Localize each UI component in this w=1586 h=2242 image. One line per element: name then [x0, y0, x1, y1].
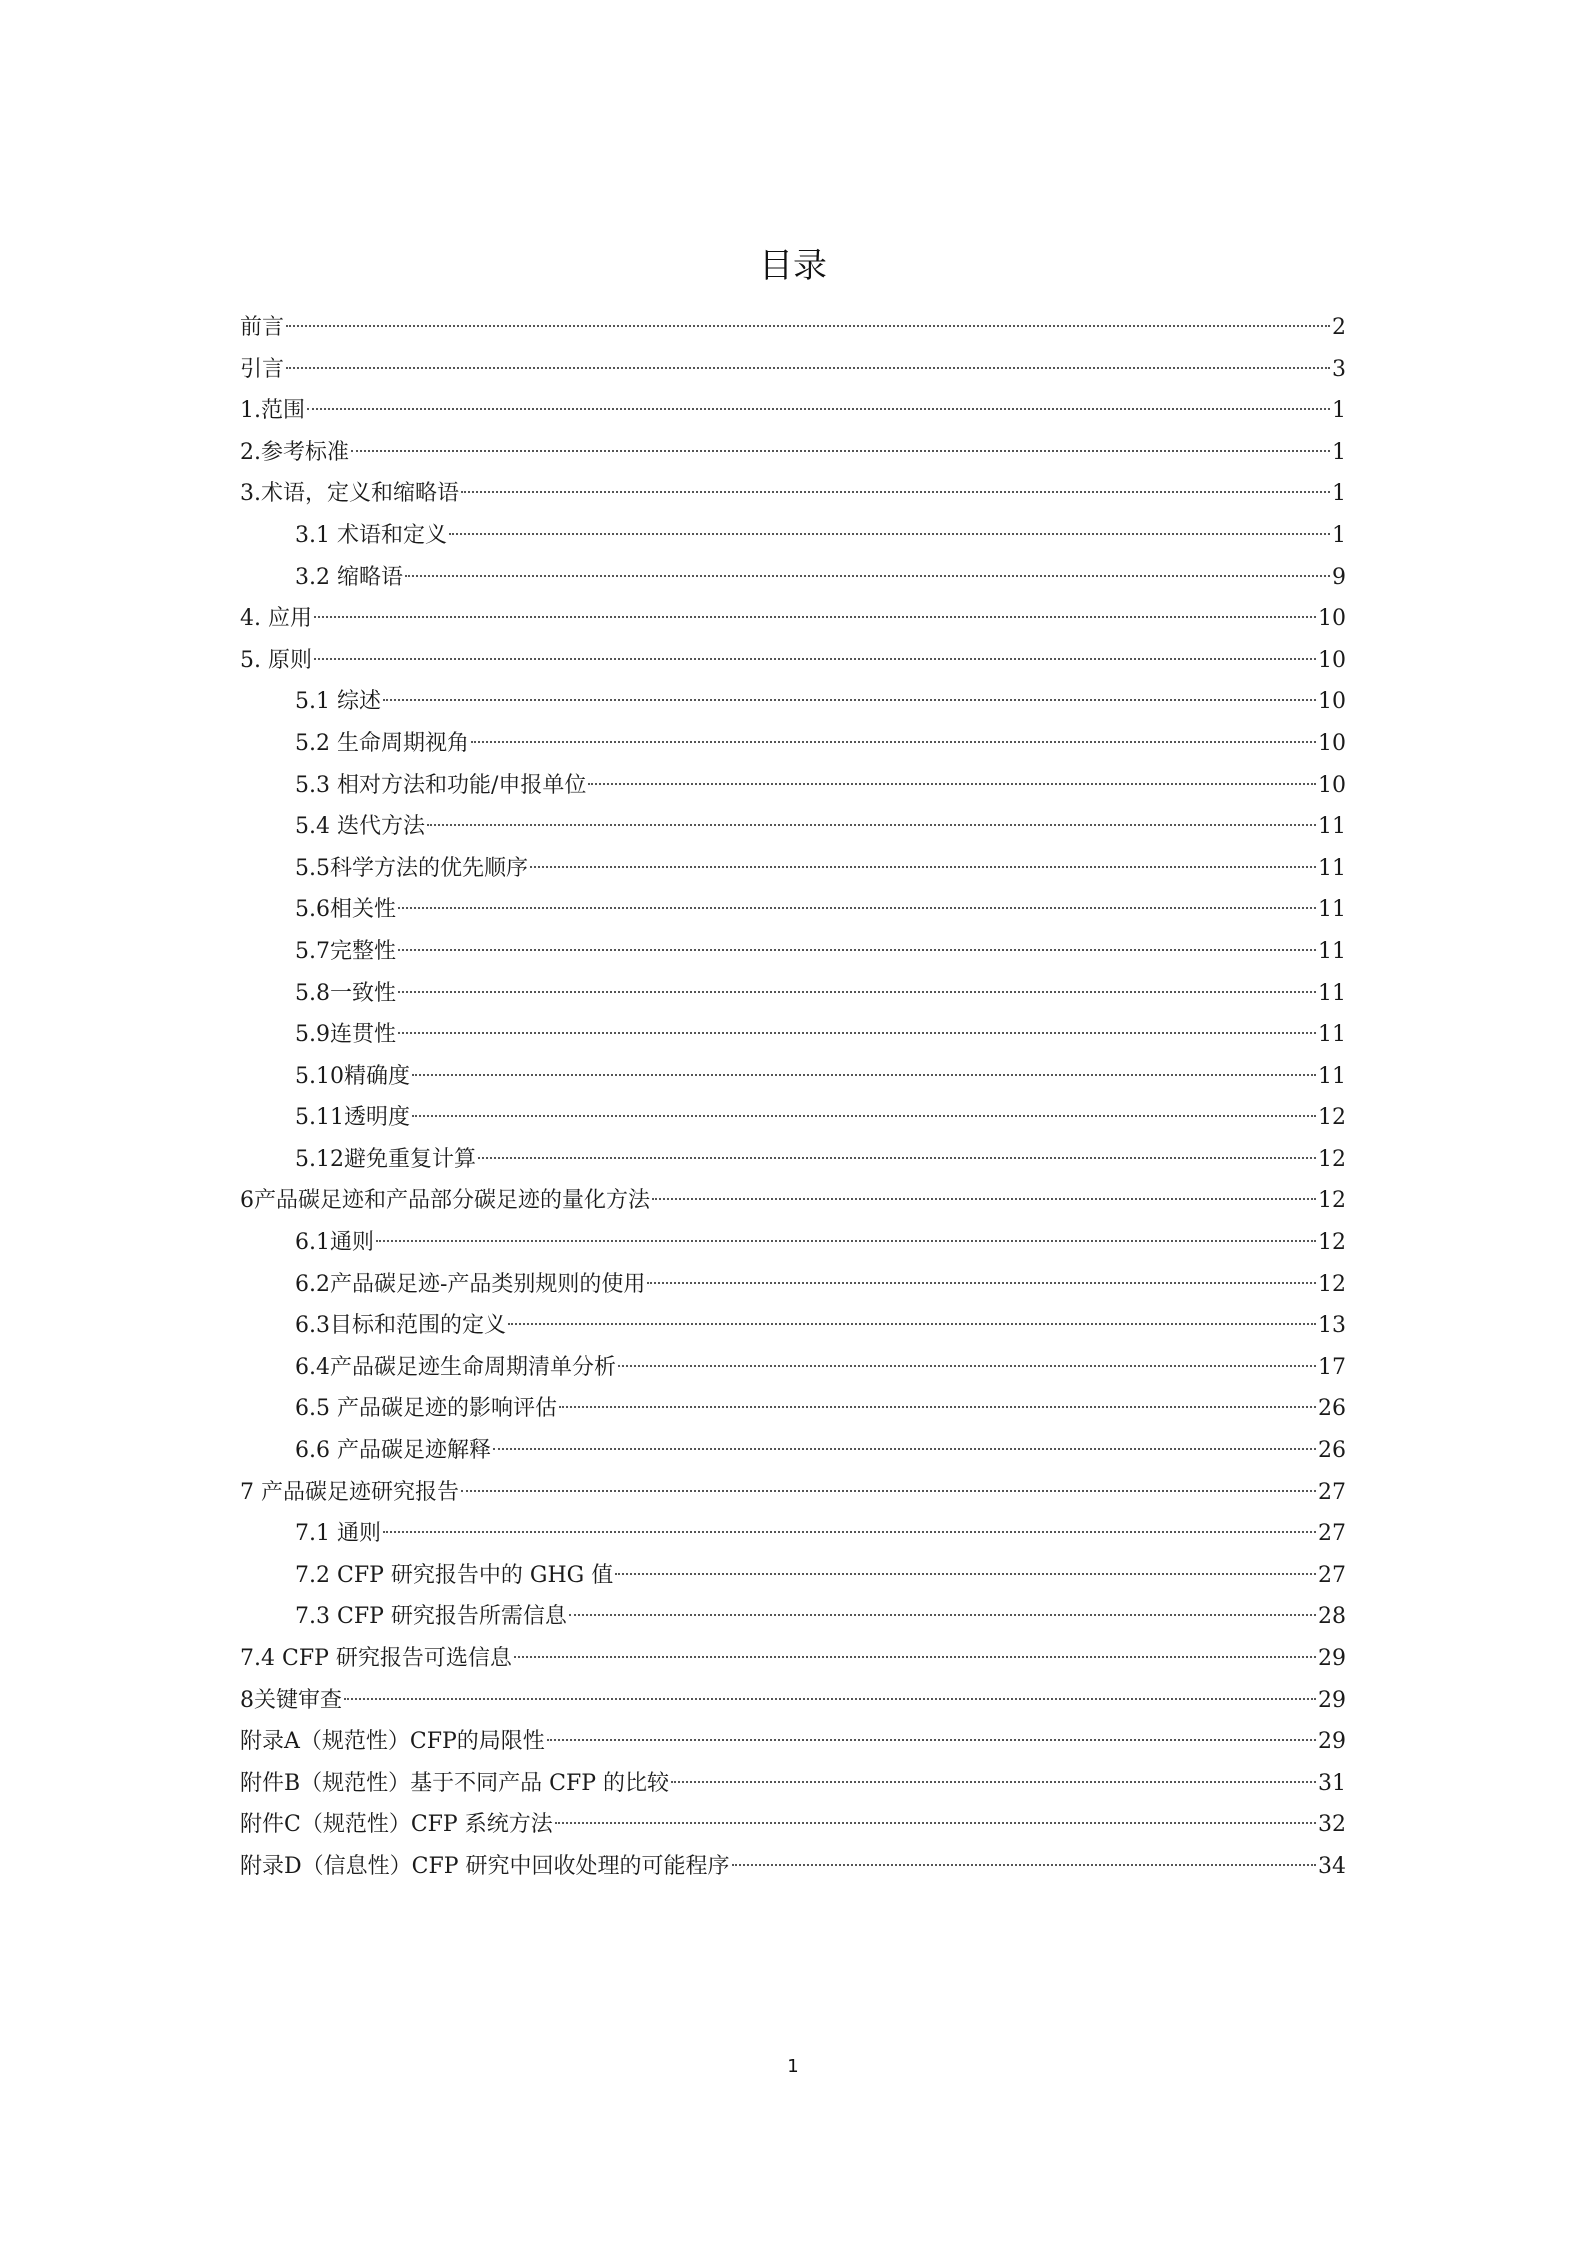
dot-leader — [383, 699, 1316, 701]
toc-entry[interactable] — [240, 390, 1346, 432]
toc-entry[interactable] — [240, 973, 1346, 1015]
dot-leader — [412, 1074, 1316, 1076]
dot-leader — [732, 1864, 1316, 1866]
toc-entry-label: 附录D（信息性）CFP 研究中回收处理的可能程序 — [240, 1853, 730, 1879]
toc-entry[interactable] — [240, 889, 1346, 931]
toc-entry-page-number: 29 — [1318, 1646, 1346, 1671]
toc-entry-page-number: 12 — [1318, 1230, 1346, 1256]
dot-leader — [461, 1490, 1316, 1492]
toc-entry-page-number: 12 — [1318, 1271, 1346, 1297]
dot-leader — [398, 1032, 1316, 1034]
toc-entry-label: 前言 — [240, 315, 285, 340]
toc-entry-label: 7.2 CFP 研究报告中的 GHG 值 — [295, 1562, 614, 1588]
toc-entry-label: 7.4 CFP 研究报告可选信息 — [240, 1646, 512, 1671]
dot-leader — [514, 1656, 1316, 1658]
dot-leader — [376, 1240, 1316, 1242]
toc-entry-label: 3.2 缩略语 — [295, 564, 403, 590]
toc-entry-label: 5.5科学方法的优先顺序 — [295, 855, 528, 881]
toc-entry[interactable] — [240, 1763, 1346, 1805]
toc-entry[interactable] — [240, 1680, 1346, 1722]
toc-entry-label: 5.9连贯性 — [295, 1022, 396, 1048]
toc-entry-label: 6.4产品碳足迹生命周期清单分析 — [295, 1354, 616, 1380]
toc-entry[interactable] — [240, 806, 1346, 848]
toc-entry-page-number: 13 — [1318, 1313, 1346, 1339]
toc-entry-page-number: 11 — [1318, 1022, 1346, 1048]
toc-entry[interactable] — [240, 765, 1346, 807]
toc-entry-label: 5.6相关性 — [295, 897, 396, 923]
dot-leader — [351, 450, 1330, 452]
toc-entry[interactable] — [240, 557, 1346, 599]
toc-entry-page-number: 2 — [1332, 315, 1346, 340]
toc-entry[interactable] — [240, 1388, 1346, 1430]
dot-leader — [530, 866, 1316, 868]
dot-leader — [383, 1531, 1316, 1533]
toc-entry-label: 5.10精确度 — [295, 1063, 410, 1089]
toc-entry[interactable] — [240, 1180, 1346, 1222]
toc-entry[interactable] — [240, 349, 1346, 391]
toc-entry[interactable] — [240, 515, 1346, 557]
toc-entry-label: 5.12避免重复计算 — [295, 1146, 476, 1172]
dot-leader — [559, 1406, 1316, 1408]
toc-entry[interactable] — [240, 1846, 1346, 1888]
toc-entry[interactable] — [240, 432, 1346, 474]
toc-entry[interactable] — [240, 1513, 1346, 1555]
toc-entry[interactable] — [240, 1139, 1346, 1181]
toc-entry[interactable] — [240, 1264, 1346, 1306]
toc-entry[interactable] — [240, 848, 1346, 890]
dot-leader — [314, 658, 1316, 660]
toc-entry-label: 7 产品碳足迹研究报告 — [240, 1479, 459, 1505]
toc-entry[interactable] — [240, 1804, 1346, 1846]
toc-entry-label: 5.2 生命周期视角 — [295, 730, 469, 756]
toc-entry-label: 5.3 相对方法和功能/申报单位 — [295, 772, 587, 798]
toc-entry-label: 5.1 综述 — [295, 689, 381, 715]
toc-entry-page-number: 10 — [1318, 647, 1346, 673]
toc-entry-page-number: 27 — [1318, 1479, 1346, 1505]
toc-entry-page-number: 1 — [1332, 398, 1346, 424]
toc-entry-page-number: 12 — [1318, 1188, 1346, 1214]
dot-leader — [652, 1198, 1316, 1200]
dot-leader — [547, 1739, 1316, 1741]
toc-entry[interactable] — [240, 1555, 1346, 1597]
toc-entry-page-number: 28 — [1318, 1604, 1346, 1630]
dot-leader — [412, 1115, 1316, 1117]
toc-entry-label: 7.1 通则 — [295, 1521, 381, 1547]
dot-leader — [344, 1698, 1316, 1700]
dot-leader — [588, 783, 1316, 785]
toc-entry[interactable] — [240, 1347, 1346, 1389]
toc-entry[interactable] — [240, 473, 1346, 515]
dot-leader — [615, 1573, 1316, 1575]
toc-entry-page-number: 11 — [1318, 1063, 1346, 1089]
toc-entry-page-number: 29 — [1318, 1729, 1346, 1755]
dot-leader — [671, 1781, 1316, 1783]
toc-entry-page-number: 10 — [1318, 772, 1346, 798]
toc-entry-label: 7.3 CFP 研究报告所需信息 — [295, 1604, 567, 1630]
toc-entry-label: 2.参考标准 — [240, 439, 349, 465]
toc-entry-page-number: 10 — [1318, 730, 1346, 756]
toc-entry[interactable] — [240, 1222, 1346, 1264]
toc-entry-page-number: 9 — [1332, 564, 1346, 590]
toc-entry-label: 5.8一致性 — [295, 980, 396, 1006]
toc-entry-label: 3.术语，定义和缩略语 — [240, 481, 459, 507]
dot-leader — [427, 824, 1316, 826]
dot-leader — [307, 408, 1330, 410]
toc-entry[interactable] — [240, 1596, 1346, 1638]
dot-leader — [461, 491, 1330, 493]
toc-entry-page-number: 27 — [1318, 1521, 1346, 1547]
toc-entry-label: 引言 — [240, 356, 285, 382]
dot-leader — [471, 741, 1316, 743]
toc-entry-page-number: 10 — [1318, 689, 1346, 715]
dot-leader — [286, 367, 1330, 369]
toc-entry-page-number: 29 — [1318, 1687, 1346, 1713]
dot-leader — [398, 949, 1316, 951]
toc-entry[interactable] — [240, 931, 1346, 973]
toc-entry-label: 5. 原则 — [240, 647, 312, 673]
toc-entry[interactable] — [240, 1472, 1346, 1514]
dot-leader — [398, 991, 1316, 993]
toc-entry[interactable] — [240, 1638, 1346, 1680]
toc-entry[interactable] — [240, 1721, 1346, 1763]
toc-entry-page-number: 11 — [1318, 814, 1346, 840]
dot-leader — [405, 575, 1330, 577]
toc-entry[interactable] — [240, 1305, 1346, 1347]
dot-leader — [314, 616, 1316, 618]
toc-entry-label: 6.1通则 — [295, 1230, 374, 1256]
toc-entry-page-number: 1 — [1332, 522, 1346, 548]
toc-entry[interactable] — [240, 1430, 1346, 1472]
dot-leader — [508, 1323, 1316, 1325]
toc-entry-page-number: 3 — [1332, 356, 1346, 382]
toc-entry-label: 附录A（规范性）CFP的局限性 — [240, 1729, 545, 1755]
toc-entry-page-number: 11 — [1318, 980, 1346, 1006]
toc-entry-page-number: 34 — [1318, 1853, 1346, 1879]
toc-entry[interactable] — [240, 681, 1346, 723]
toc-entry-page-number: 11 — [1318, 855, 1346, 881]
toc-entry-page-number: 10 — [1318, 606, 1346, 632]
page-number: 1 — [787, 2056, 799, 2077]
toc-entry-page-number: 11 — [1318, 938, 1346, 964]
toc-entry-label: 6.5 产品碳足迹的影响评估 — [295, 1396, 557, 1422]
dot-leader — [569, 1614, 1316, 1616]
toc-entry-page-number: 26 — [1318, 1396, 1346, 1422]
toc-entry-label: 附件C（规范性）CFP 系统方法 — [240, 1812, 553, 1838]
toc-entry-page-number: 12 — [1318, 1146, 1346, 1172]
toc-entry-label: 8关键审查 — [240, 1687, 342, 1713]
toc-entry-label: 5.11透明度 — [295, 1105, 410, 1131]
toc-entry[interactable] — [240, 307, 1346, 349]
dot-leader — [647, 1282, 1316, 1284]
dot-leader — [398, 907, 1316, 909]
toc-entry[interactable] — [240, 723, 1346, 765]
toc-entry-page-number: 27 — [1318, 1562, 1346, 1588]
toc-entry-label: 6.2产品碳足迹-产品类别规则的使用 — [295, 1271, 646, 1297]
toc-entry[interactable] — [240, 598, 1346, 640]
toc-entry-page-number: 1 — [1332, 439, 1346, 465]
toc-entry-page-number: 26 — [1318, 1438, 1346, 1464]
toc-entry-page-number: 31 — [1318, 1770, 1346, 1796]
toc-entry-label: 附件B（规范性）基于不同产品 CFP 的比较 — [240, 1770, 670, 1796]
dot-leader — [449, 533, 1330, 535]
toc-entry-label: 5.7完整性 — [295, 938, 396, 964]
dot-leader — [555, 1822, 1316, 1824]
toc-entry-label: 5.4 迭代方法 — [295, 814, 425, 840]
toc-entry-label: 1.范围 — [240, 398, 305, 424]
toc-entry[interactable] — [240, 1097, 1346, 1139]
table-of-contents — [240, 307, 1346, 1888]
dot-leader — [618, 1365, 1316, 1367]
dot-leader — [478, 1157, 1316, 1159]
toc-entry-label: 4. 应用 — [240, 606, 312, 632]
toc-entry[interactable] — [240, 1056, 1346, 1098]
toc-entry-page-number: 11 — [1318, 897, 1346, 923]
toc-entry-page-number: 12 — [1318, 1105, 1346, 1131]
page-title: 目录 — [759, 246, 827, 286]
toc-entry-label: 6产品碳足迹和产品部分碳足迹的量化方法 — [240, 1188, 650, 1214]
toc-entry-label: 6.6 产品碳足迹解释 — [295, 1438, 491, 1464]
toc-entry-page-number: 17 — [1318, 1354, 1346, 1380]
dot-leader — [286, 325, 1330, 327]
toc-entry-page-number: 1 — [1332, 481, 1346, 507]
toc-entry-page-number: 32 — [1318, 1812, 1346, 1838]
toc-entry-label: 3.1 术语和定义 — [295, 522, 447, 548]
toc-entry-label: 6.3目标和范围的定义 — [295, 1313, 506, 1339]
dot-leader — [493, 1448, 1316, 1450]
toc-entry[interactable] — [240, 1014, 1346, 1056]
toc-entry[interactable] — [240, 640, 1346, 682]
